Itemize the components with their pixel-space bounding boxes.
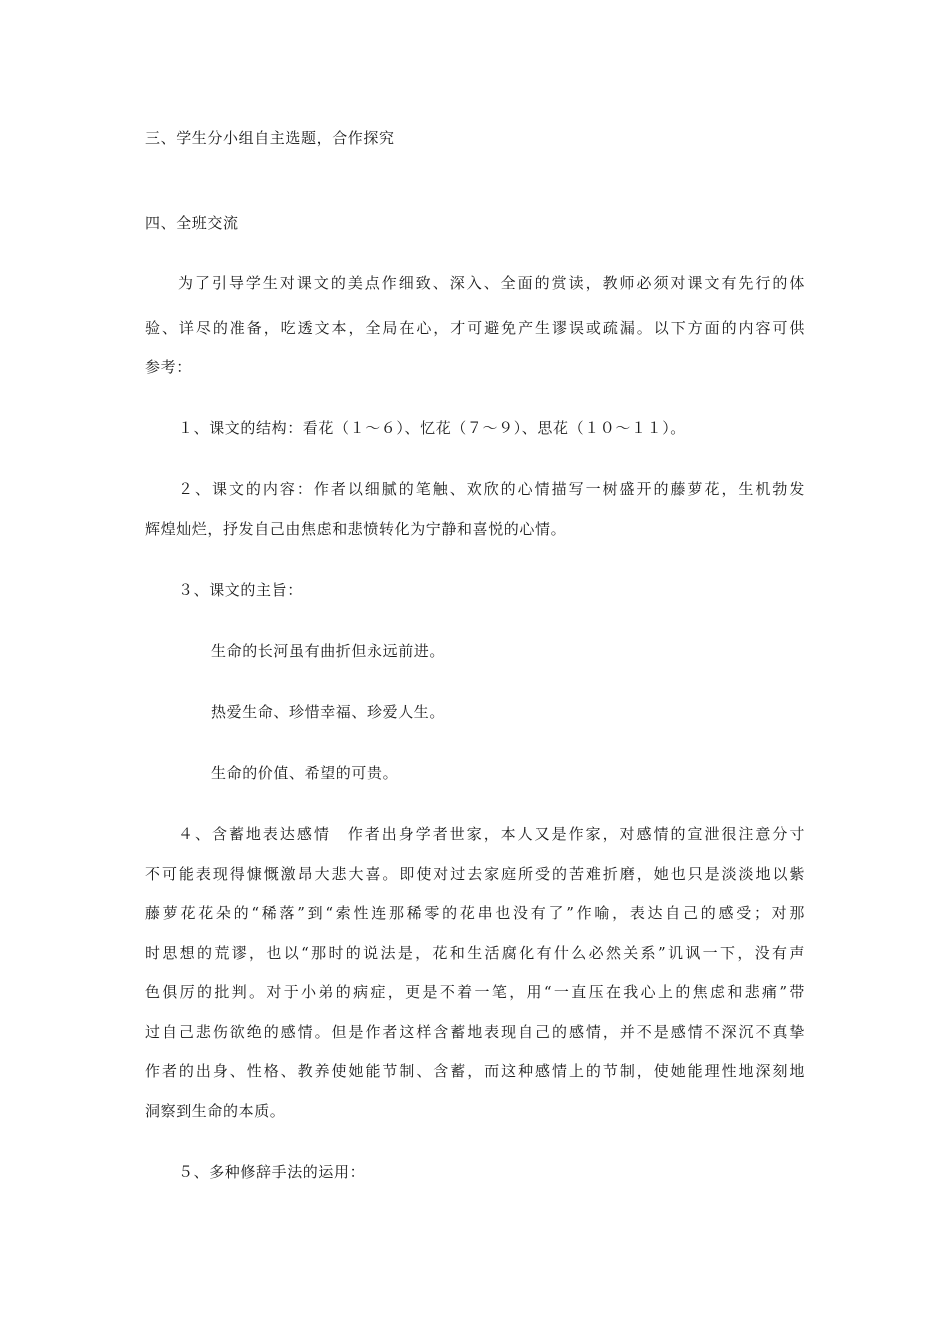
theme-point-1: 生命的长河虽有曲折但永远前进。 <box>211 642 446 660</box>
item-structure: １、课文的结构：看花（１～６）、忆花（７～９）、思花（１０～１１）。 <box>178 419 686 437</box>
item-content-line-2: 辉煌灿烂，抒发自己由焦虑和悲愤转化为宁静和喜悦的心情。 <box>145 520 567 538</box>
item-theme-title: ３、课文的主旨： <box>178 581 303 599</box>
item-rhetoric-title: ５、多种修辞手法的运用： <box>178 1163 366 1181</box>
item-emotion-line-1: ４、含蓄地表达感情 作者出身学者世家，本人又是作家，对感情的宣泄很注意分寸 <box>178 825 805 843</box>
section-heading-4: 四、全班交流 <box>145 214 239 232</box>
item-emotion-line-2: 不可能表现得慷慨激昂大悲大喜。即使对过去家庭所受的苦难折磨，她也只是淡淡地以紫 <box>145 865 805 883</box>
intro-line-1: 为了引导学生对课文的美点作细致、深入、全面的赏读，教师必须对课文有先行的体 <box>178 274 805 292</box>
item-emotion-line-4: 时思想的荒谬，也以“那时的说法是，花和生活腐化有什么必然关系”讥讽一下，没有声 <box>145 944 805 962</box>
item-emotion-line-8: 洞察到生命的本质。 <box>145 1102 286 1120</box>
item-content-line-1: ２、课文的内容：作者以细腻的笔触、欢欣的心情描写一树盛开的藤萝花，生机勃发 <box>178 480 805 498</box>
item-emotion-line-5: 色俱厉的批判。对于小弟的病症，更是不着一笔，用“一直压在我心上的焦虑和悲痛”带 <box>145 983 805 1001</box>
item-emotion-line-6: 过自己悲伤欲绝的感情。但是作者这样含蓄地表现自己的感情，并不是感情不深沉不真挚 <box>145 1023 805 1041</box>
theme-point-3: 生命的价值、希望的可贵。 <box>211 764 399 782</box>
intro-line-3: 参考： <box>145 358 192 376</box>
item-emotion-line-3: 藤萝花花朵的“稀落”到“索性连那稀零的花串也没有了”作喻，表达自己的感受；对那 <box>145 904 805 922</box>
intro-line-2: 验、详尽的准备，吃透文本，全局在心，才可避免产生谬误或疏漏。以下方面的内容可供 <box>145 319 805 337</box>
item-emotion-line-7: 作者的出身、性格、教养使她能节制、含蓄，而这种感情上的节制，使她能理性地深刻地 <box>145 1062 805 1080</box>
theme-point-2: 热爱生命、珍惜幸福、珍爱人生。 <box>211 703 446 721</box>
section-heading-3: 三、学生分小组自主选题，合作探究 <box>145 129 395 147</box>
